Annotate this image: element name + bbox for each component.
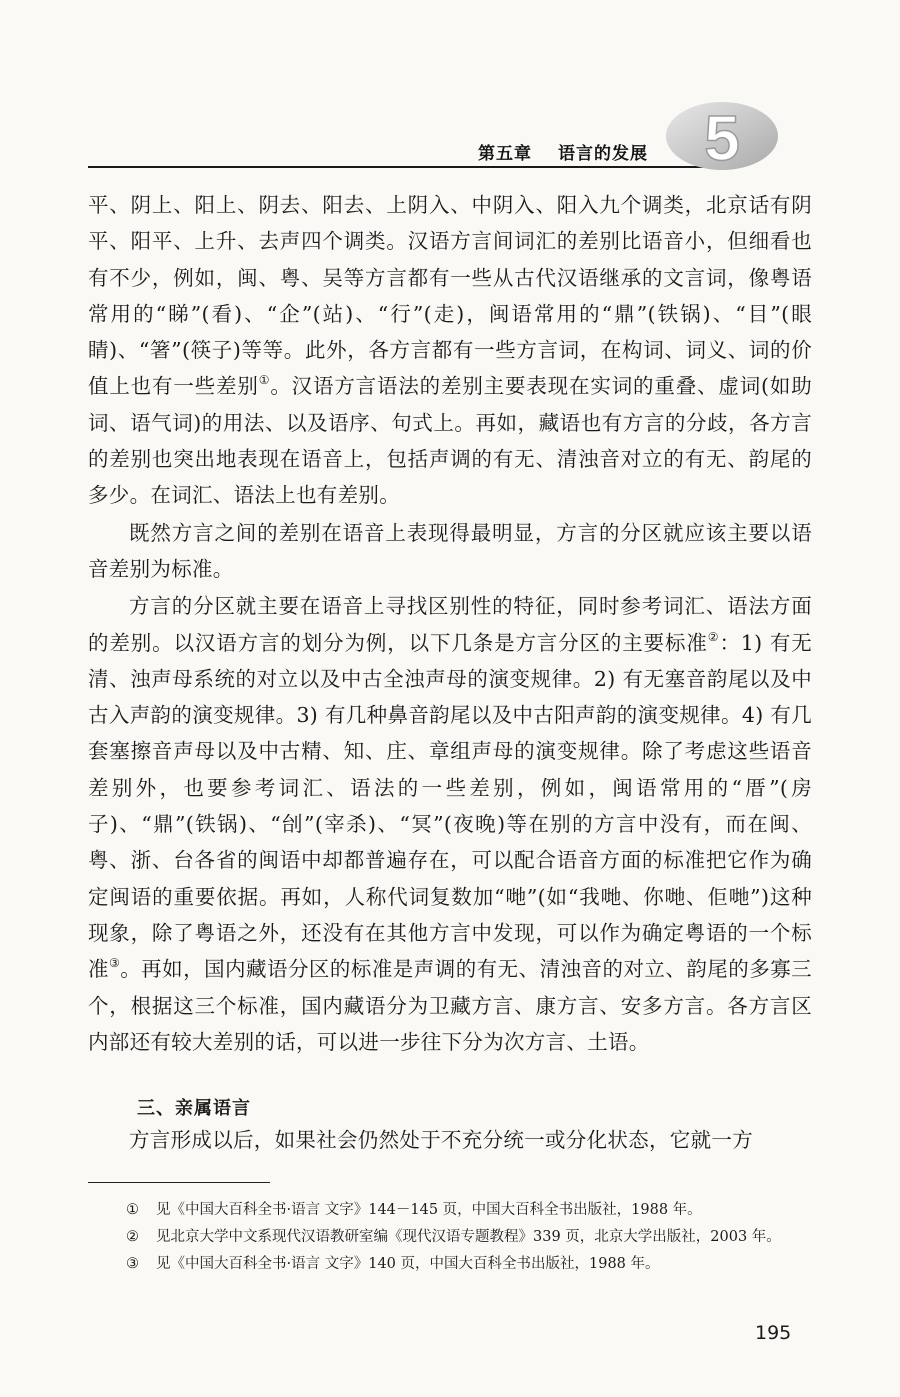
header-rule bbox=[88, 166, 728, 168]
footnote-ref-1: ① bbox=[258, 373, 271, 388]
paragraph-3-text-b: ：1) 有无清、浊声母系统的对立以及中古全浊声母的演变规律。2) 有无塞音韵尾以及中古入声韵的演变规律。3) 有几种鼻音韵尾以及中古阳声韵的演变规律。4) 有几套塞擦音声母以及中古精、知、庄、章组声母的演变规律。除了考虑这些语音差别外，也要参考词汇、语法的一些差别，例如，闽语常用的“厝”(房子)、“鼎”(铁锅)、“刣”(宰杀)、“冥”(夜晚)等在别的方言中没有，而在闽、粤、浙、台各省的闽语中却都普遍存在，可以配合语音方面的标准把它作为确定闽语的重要依据。再如，人称代词复数加“哋”(如“我哋、你哋、佢哋”)这种现象，除了粤语之外，还没有在其他方言中发现，可以作为确定粤语的一个标准 bbox=[88, 630, 813, 982]
footnote-1 bbox=[88, 1196, 812, 1224]
footnote-3-text: 见《中国大百科全书·语言 文字》140 页，中国大百科全书出版社，1988 年。 bbox=[156, 1256, 660, 1272]
running-header bbox=[478, 139, 648, 164]
main-text bbox=[88, 187, 812, 1060]
footnote-ref-2: ② bbox=[707, 629, 720, 644]
page-number: 195 bbox=[755, 1322, 792, 1344]
paragraph-3 bbox=[88, 588, 812, 1060]
footnote-1-text: 见《中国大百科全书·语言 文字》144－145 页，中国大百科全书出版社，1988 年。 bbox=[156, 1202, 702, 1218]
footnote-3-mark: ③ bbox=[126, 1256, 139, 1272]
chapter-label: 第五章 bbox=[478, 144, 532, 164]
paragraph-3-text-c: 。再如，国内藏语分区的标准是声调的有无、清浊音的对立、韵尾的多寡三个，根据这三个标准，国内藏语分为卫藏方言、康方言、安多方言。各方言区内部还有较大差别的话，可以进一步往下分为次方言、土语。 bbox=[88, 957, 812, 1054]
page-header bbox=[0, 0, 900, 190]
footnote-3 bbox=[88, 1250, 812, 1278]
paragraph-2-text: 既然方言之间的差别在语音上表现得最明显，方言的分区就应该主要以语音差别为标准。 bbox=[88, 520, 812, 581]
chapter-number-badge bbox=[664, 100, 784, 186]
footnote-2 bbox=[88, 1224, 812, 1250]
paragraph-2 bbox=[88, 515, 812, 588]
footnote-2-text: 见北京大学中文系现代汉语教研室编《现代汉语专题教程》339 页，北京大学出版社，2003 年。 bbox=[156, 1229, 781, 1245]
paragraph-1-text-a: 平、阴上、阳上、阴去、阳去、上阴入、中阴入、阳入九个调类，北京话有阴平、阳平、上升、去声四个调类。汉语方言间词汇的差别比语音小，但细看也有不少，例如，闽、粤、吴等方言都有一些从古代汉语继承的文言词，像粤语常用的“睇”(看)、“企”(站)、“行”(走)，闽语常用的“鼎”(铁锅)、“目”(眼睛)、“箸”(筷子)等等。此外，各方言都有一些方言词，在构词、词义、词的价值上也有一些差别 bbox=[88, 193, 812, 399]
paragraph-1-text-b: 。汉语方言语法的差别主要表现在实词的重叠、虚词(如助词、语气词)的用法、以及语序、句式上。再如，藏语也有方言的分歧，各方言的差别也突出地表现在语音上，包括声调的有无、清浊音对立的有无、韵尾的多少。在词汇、语法上也有差别。 bbox=[88, 374, 813, 508]
paragraph-4: 方言形成以后，如果社会仍然处于不充分统一或分化状态，它就一方 bbox=[129, 1128, 753, 1152]
section-heading: 三、亲属语言 bbox=[137, 1098, 251, 1119]
footnote-1-mark: ① bbox=[126, 1202, 139, 1218]
footnote-ref-3: ③ bbox=[108, 956, 121, 971]
paragraph-1 bbox=[88, 187, 812, 514]
footnote-rule bbox=[88, 1182, 270, 1183]
chapter-title: 语言的发展 bbox=[558, 144, 648, 164]
paragraph-3-text-a: 方言的分区就主要在语音上寻找区别性的特征，同时参考词汇、语法方面的差别。以汉语方言的划分为例，以下几条是方言分区的主要标准 bbox=[88, 594, 812, 655]
footnote-2-mark: ② bbox=[126, 1229, 139, 1245]
footnotes bbox=[88, 1196, 812, 1278]
chapter-number: 5 bbox=[704, 102, 740, 174]
